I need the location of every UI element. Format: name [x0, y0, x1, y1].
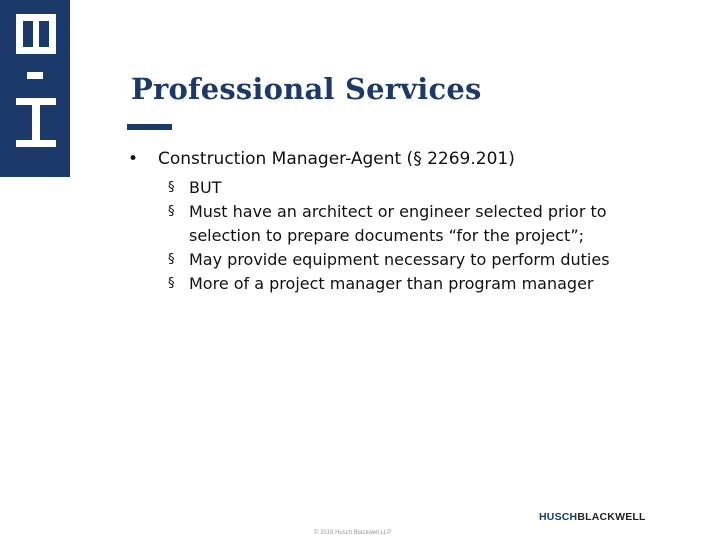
sub-bullet-list — [128, 176, 688, 296]
sub-bullet-text: May provide equipment necessary to perform duties — [189, 250, 610, 269]
bullet-level1-text: Construction Manager-Agent (§ 2269.201) — [158, 149, 515, 169]
title-underline — [127, 124, 172, 130]
footer-logo-blackwell: BLACKWELL — [577, 511, 646, 523]
footer-logo-husch: HUSCH — [539, 511, 578, 523]
sub-bullet-text: Must have an architect or engineer selected prior to — [189, 202, 607, 221]
bullet-level1 — [128, 146, 688, 172]
slide-title: Professional Services — [131, 72, 482, 106]
footer-copyright: © 2019 Husch Blackwell LLP — [314, 530, 392, 536]
sub-bullet-text-continued: selection to prepare documents “for the project”; — [189, 226, 584, 245]
footer-brand-logo — [539, 511, 646, 523]
sub-bullet-item — [128, 272, 688, 296]
section-bullet-icon: § — [168, 276, 175, 291]
section-bullet-icon: § — [168, 180, 175, 195]
sub-bullet-text: BUT — [189, 178, 222, 197]
sub-bullet-text: More of a project manager than program manager — [189, 274, 594, 293]
hb-logo-icon — [0, 0, 70, 177]
sub-bullet-item — [128, 176, 688, 200]
brand-logo-bar — [0, 0, 70, 177]
section-bullet-icon: § — [168, 252, 175, 267]
bullet-dot-icon: • — [128, 149, 139, 169]
sub-bullet-item — [128, 200, 688, 248]
sub-bullet-item — [128, 248, 688, 272]
section-bullet-icon: § — [168, 204, 175, 219]
slide-body — [128, 146, 688, 296]
